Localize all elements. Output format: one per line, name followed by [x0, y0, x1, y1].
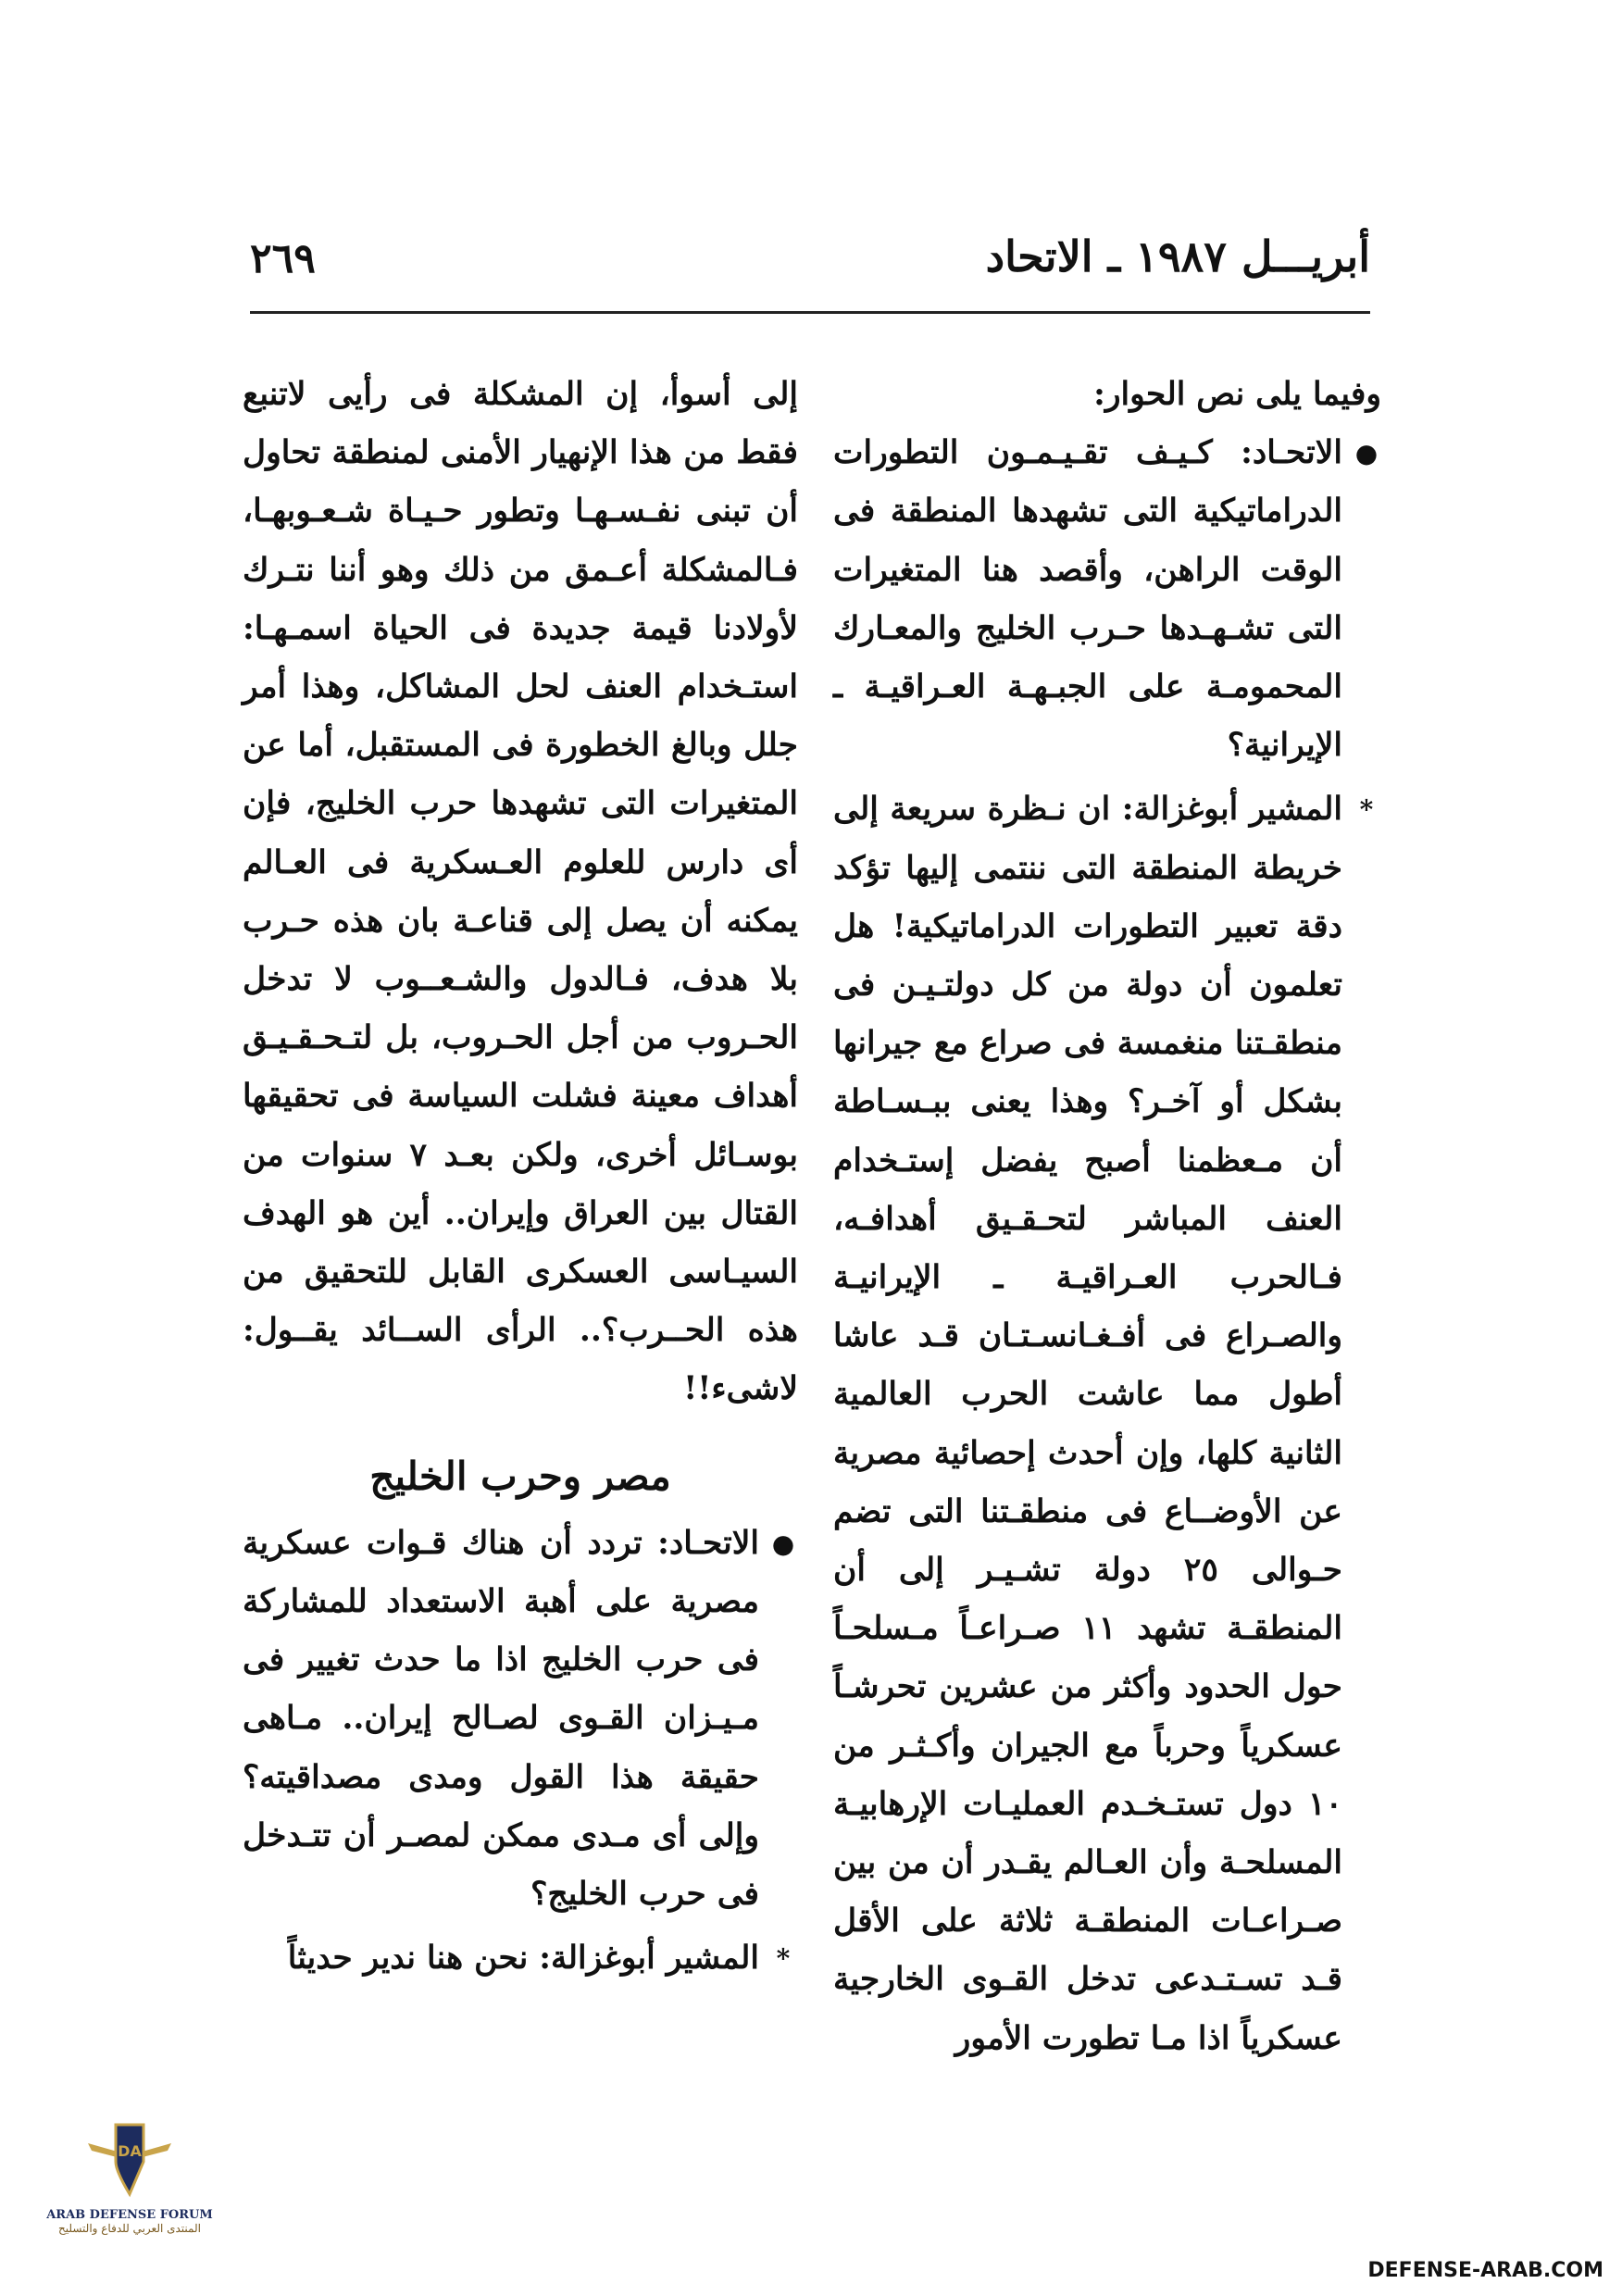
page-number: ٢٦٩: [250, 235, 316, 282]
question-1-text: الاتحـاد: كـيـف تقـيـمـون التطورات الدراماتيكية التى تشهدها المنطقة فى الوقت الراهن، وأقصد هنا المتغيرات التى تشـهـدها حـرب الخليج والمعـارك المحمومـة على الجبـهـة العـراقيـة ـ الإيرانية؟: [833, 434, 1342, 765]
logo-initials: DA: [118, 2142, 142, 2160]
answer-1: [833, 780, 1381, 2067]
asterisk-icon: *: [776, 1943, 791, 1975]
shield-wings-icon: [79, 2115, 181, 2208]
question-1: [833, 424, 1381, 775]
intro-line: وفيما يلى نص الحوار:: [1093, 376, 1381, 413]
site-watermark: DEFENSE-ARAB.COM: [1367, 2259, 1603, 2282]
asterisk-icon: *: [1359, 794, 1374, 826]
running-title: أبريـــل ١٩٨٧ ـ الاتحاد: [985, 231, 1370, 281]
logo-text-arabic: المنتدى العربي للدفاع والتسليح: [58, 2222, 201, 2235]
answer-1-text: المشير أبوغزالة: ان نـظرة سريعة إلى خريطة المنطقة التى ننتمى إليها تؤكد دقة تعبير التطورات الدراماتيكية! هل تعلمون أن دولة من كل دولتـيـن فى منطقـتنا منغمسة فى صراع مع جيرانها بشكل أو آخـر؟ وهذا يعنى ببـسـاطة أن مـعظمنا أصبح يفضل إستـخدام العنف المباشر لتحـقـيق أهدافـه، فـالحرب العـراقيـة ـ الإيرانيـة والصـراع فى أفـغـانسـتـان قـد عاشا أطول مما عاشت الحرب العالمية الثانية كلها، وإن أحدث إحصائية مصرية عن الأوضــاع فى منطقـتنا التى تضم حـوالى ٢٥ دولة تشـيـر إلى أن المنطقـة تشهد ١١ صـراعـاً مـسلحـاً حول الحدود وأكثر من عشرين تحرشـاً عسكرياً وحرباً مع الجيران وأكـثـر من ١٠ دول تستـخـدم العمليـات الإرهابيـة المسلحـة وأن العـالم يقـدر أن من بين صـراعـات المنطقـة ثلاثة على الأقل قـد تسـتـدعى تدخل القـوى الخارجية عسكرياً اذا مـا تطورت الأمور: [833, 791, 1342, 2057]
forum-logo: [28, 2115, 231, 2273]
bullet-icon: ●: [771, 1528, 795, 1559]
left-column: [243, 366, 798, 1988]
bullet-icon: ●: [1354, 438, 1379, 469]
logo-text: ARAB DEFENSE FORUM: [46, 2208, 213, 2222]
section-heading: مصر وحرب الخليج: [369, 1453, 671, 1499]
question-2: [243, 1515, 798, 1924]
question-2-text: الاتحـاد: تردد أن هناك قـوات عسكرية مصرية على أهبة الاستعداد للمشاركة فى حرب الخليج اذا ما حدث تغيير فى مـيـزان القـوى لصـالح إيران.. مـاهى حقيقة هذا القول ومدى مصداقيته؟ وإلى أى مـدى ممكن لمصـر أن تتـدخل فى حرب الخليج؟: [243, 1524, 759, 1914]
answer-2: [243, 1929, 798, 1988]
header-rule: [250, 311, 1370, 314]
answer-2-text: المشير أبوغزالة: نحن هنا ندير حديثاً: [287, 1940, 759, 1978]
right-column: [833, 366, 1381, 2068]
page-header: [250, 231, 1370, 306]
answer-1-continued: إلى أسوأ، إن المشكلة فى رأيى لاتنبع فقط من هذا الإنهيار الأمنى لمنطقة تحاول أن تبنى نفـسـهـا وتطور حـيـاة شـعـوبهـا، فـالمشكلة أعـمق من ذلك وهو أننا نتـرك لأولادنا قيمة جديدة فى الحياة اسمـهـا: استـخدام العنف لحل المشاكل، وهذا أمر جلل وبالغ الخطورة فى المستقبل، أما عن المتغيرات التى تشهدها حرب الخليج، فإن أى دارس للعلوم العـسكرية فى العـالم يمكنه أن يصل إلى قناعـة بان هذه حـرب بلا هدف، فـالدول والشـعــوب لا تدخل الحـروب من أجل الحـروب، بل لتـحـقـيـق أهداف معينة فشلت السياسة فى تحقيقها بوسـائل أخرى، ولكن بعـد ٧ سنوات من القتال بين العراق وإيران.. أين هو الهدف السيـاسى العسكرى القابل للتحقيق من هذه الحــرب؟.. الرأى الســائد يقــول: لاشىء!!: [243, 376, 798, 1408]
